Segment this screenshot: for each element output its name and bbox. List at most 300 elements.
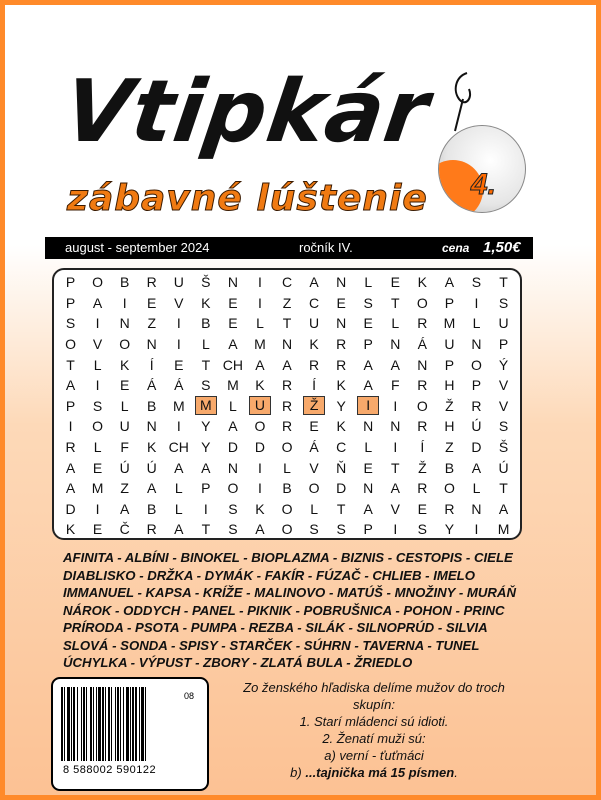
grid-cell[interactable] xyxy=(246,313,273,334)
grid-cell[interactable] xyxy=(436,499,463,520)
grid-letter: Á xyxy=(309,439,319,456)
grid-letter: A xyxy=(65,480,76,497)
barcode-bar xyxy=(141,687,144,761)
grid-cell[interactable] xyxy=(328,334,355,355)
grid-cell[interactable] xyxy=(274,437,301,458)
grid-cell[interactable] xyxy=(490,293,517,314)
grid-letter: V xyxy=(498,377,509,394)
grid-cell[interactable] xyxy=(301,478,328,499)
grid-cell[interactable] xyxy=(409,416,436,437)
grid-letter: L xyxy=(391,315,400,332)
grid-cell[interactable] xyxy=(328,396,355,417)
grid-letter: I xyxy=(357,396,379,415)
grid-cell[interactable] xyxy=(138,375,165,396)
grid-cell[interactable] xyxy=(84,437,111,458)
grid-cell[interactable] xyxy=(463,375,490,396)
grid-cell[interactable] xyxy=(409,293,436,314)
grid-cell[interactable] xyxy=(409,519,436,540)
grid-cell[interactable] xyxy=(490,396,517,417)
grid-cell[interactable] xyxy=(219,272,246,293)
grid-cell[interactable] xyxy=(274,375,301,396)
grid-cell[interactable] xyxy=(490,457,517,478)
grid-cell[interactable] xyxy=(301,437,328,458)
grid-cell[interactable] xyxy=(165,354,192,375)
grid-cell[interactable] xyxy=(192,499,219,520)
grid-cell[interactable] xyxy=(382,519,409,540)
grid-cell[interactable] xyxy=(57,334,84,355)
grid-letter: O xyxy=(65,336,76,353)
grid-letter: A xyxy=(228,418,238,435)
grid-cell[interactable] xyxy=(301,334,328,355)
grid-letter: U xyxy=(119,418,130,435)
grid-cell[interactable] xyxy=(463,293,490,314)
grid-cell[interactable] xyxy=(138,354,165,375)
grid-cell[interactable] xyxy=(192,437,219,458)
grid-cell[interactable] xyxy=(274,354,301,375)
grid-cell[interactable] xyxy=(463,499,490,520)
word-list-line: NÁROK - ODDYCH - PANEL - PIKNIK - POBRUŠNICA - POHON - PRINC xyxy=(63,602,505,618)
grid-cell[interactable] xyxy=(274,313,301,334)
grid-cell[interactable] xyxy=(328,519,355,540)
grid-cell[interactable] xyxy=(490,437,517,458)
grid-cell[interactable] xyxy=(301,457,328,478)
grid-letter: E xyxy=(336,294,346,311)
grid-cell[interactable] xyxy=(84,313,111,334)
grid-cell[interactable] xyxy=(219,293,246,314)
grid-cell[interactable] xyxy=(246,519,273,540)
grid-cell[interactable] xyxy=(382,396,409,417)
grid-cell[interactable] xyxy=(219,354,246,375)
grid-letter: L xyxy=(364,274,373,291)
grid-letter: S xyxy=(92,397,103,414)
grid-cell[interactable] xyxy=(138,478,165,499)
grid-letter: N xyxy=(417,356,428,373)
grid-cell[interactable] xyxy=(111,334,138,355)
grid-letter: C xyxy=(309,294,320,311)
grid-cell[interactable] xyxy=(57,313,84,334)
grid-cell[interactable] xyxy=(409,396,436,417)
grid-letter: O xyxy=(227,480,239,497)
grid-letter: Ž xyxy=(445,397,454,414)
grid-cell[interactable] xyxy=(436,313,463,334)
grid-cell[interactable] xyxy=(138,396,165,417)
grid-letter: L xyxy=(229,397,237,414)
grid-cell[interactable] xyxy=(328,416,355,437)
grid-letter: S xyxy=(498,294,509,311)
grid-cell[interactable] xyxy=(57,457,84,478)
grid-cell[interactable] xyxy=(328,313,355,334)
grid-cell[interactable] xyxy=(274,416,301,437)
grid-cell[interactable] xyxy=(192,375,219,396)
grid-cell[interactable] xyxy=(436,457,463,478)
grid-letter: N xyxy=(363,480,374,497)
grid-letter: T xyxy=(499,480,508,497)
grid-cell[interactable] xyxy=(192,272,219,293)
grid-cell[interactable] xyxy=(355,354,382,375)
barcode-bar xyxy=(93,687,94,761)
grid-cell[interactable] xyxy=(274,293,301,314)
grid-cell[interactable] xyxy=(274,499,301,520)
grid-cell[interactable] xyxy=(165,375,192,396)
grid-cell[interactable] xyxy=(436,437,463,458)
grid-cell[interactable] xyxy=(246,272,273,293)
grid-cell[interactable] xyxy=(409,334,436,355)
grid-cell[interactable] xyxy=(57,293,84,314)
grid-cell[interactable] xyxy=(301,519,328,540)
grid-letter: Š xyxy=(201,274,211,291)
grid-cell[interactable] xyxy=(84,354,111,375)
grid-cell[interactable] xyxy=(463,457,490,478)
grid-cell[interactable] xyxy=(301,416,328,437)
grid-cell[interactable] xyxy=(57,519,84,540)
grid-cell[interactable] xyxy=(355,478,382,499)
barcode-bar xyxy=(61,687,63,761)
grid-cell[interactable] xyxy=(328,272,355,293)
grid-cell[interactable] xyxy=(165,499,192,520)
grid-cell[interactable] xyxy=(490,499,517,520)
grid-cell[interactable] xyxy=(274,272,301,293)
grid-cell[interactable] xyxy=(246,375,273,396)
grid-cell[interactable] xyxy=(219,499,246,520)
grid-letter: K xyxy=(147,439,157,456)
grid-cell[interactable] xyxy=(463,478,490,499)
grid-letter: A xyxy=(255,521,265,538)
grid-cell[interactable] xyxy=(274,478,301,499)
grid-cell[interactable] xyxy=(436,375,463,396)
grid-cell[interactable] xyxy=(409,437,436,458)
grid-letter: F xyxy=(120,439,129,456)
grid-cell[interactable] xyxy=(192,416,219,437)
grid-cell[interactable] xyxy=(409,354,436,375)
grid-cell[interactable] xyxy=(84,457,111,478)
grid-cell[interactable] xyxy=(409,375,436,396)
grid-letter: Z xyxy=(445,439,454,456)
grid-cell[interactable] xyxy=(138,293,165,314)
grid-cell[interactable] xyxy=(436,478,463,499)
grid-cell[interactable] xyxy=(165,478,192,499)
grid-cell[interactable] xyxy=(490,272,517,293)
grid-cell[interactable] xyxy=(57,354,84,375)
grid-cell[interactable] xyxy=(355,313,382,334)
grid-cell[interactable] xyxy=(219,437,246,458)
grid-cell[interactable] xyxy=(436,519,463,540)
word-search-grid[interactable] xyxy=(52,268,522,540)
grid-cell[interactable] xyxy=(328,457,355,478)
grid-cell[interactable] xyxy=(355,334,382,355)
grid-cell[interactable] xyxy=(328,293,355,314)
grid-cell[interactable] xyxy=(246,437,273,458)
grid-cell[interactable] xyxy=(138,437,165,458)
grid-cell[interactable] xyxy=(490,519,517,540)
grid-cell[interactable] xyxy=(219,334,246,355)
grid-cell[interactable] xyxy=(165,396,192,417)
grid-letter: E xyxy=(363,315,373,332)
grid-cell[interactable] xyxy=(165,416,192,437)
grid-cell[interactable] xyxy=(490,313,517,334)
grid-cell[interactable] xyxy=(84,272,111,293)
grid-cell[interactable] xyxy=(84,334,111,355)
grid-cell[interactable] xyxy=(355,499,382,520)
grid-cell[interactable] xyxy=(192,354,219,375)
grid-cell[interactable] xyxy=(246,334,273,355)
grid-cell[interactable] xyxy=(246,478,273,499)
grid-cell[interactable] xyxy=(246,354,273,375)
grid-letter: N xyxy=(390,418,401,435)
grid-cell[interactable] xyxy=(111,293,138,314)
barcode-bar xyxy=(86,687,87,761)
grid-cell[interactable] xyxy=(382,437,409,458)
grid-letter: D xyxy=(336,480,347,497)
grid-cell[interactable] xyxy=(165,293,192,314)
grid-cell[interactable] xyxy=(57,478,84,499)
grid-cell[interactable] xyxy=(192,478,219,499)
grid-letter: Í xyxy=(420,439,425,456)
grid-cell[interactable] xyxy=(328,375,355,396)
grid-cell[interactable] xyxy=(219,478,246,499)
grid-letter: O xyxy=(281,521,293,538)
grid-cell[interactable] xyxy=(165,334,192,355)
grid-cell[interactable] xyxy=(355,519,382,540)
grid-cell[interactable] xyxy=(219,375,246,396)
grid-letter: Ý xyxy=(498,356,509,373)
grid-cell[interactable] xyxy=(301,293,328,314)
grid-cell[interactable] xyxy=(409,478,436,499)
grid-cell[interactable] xyxy=(219,457,246,478)
grid-letter: F xyxy=(391,377,400,394)
grid-cell[interactable] xyxy=(111,396,138,417)
grid-letter: M xyxy=(254,336,266,353)
riddle-line: 1. Starí mládenci sú idioti. xyxy=(299,714,449,729)
grid-cell[interactable] xyxy=(328,478,355,499)
grid-cell[interactable] xyxy=(84,499,111,520)
grid-cell[interactable] xyxy=(328,354,355,375)
grid-cell[interactable] xyxy=(382,416,409,437)
grid-letter: B xyxy=(444,459,455,476)
grid-cell[interactable] xyxy=(111,416,138,437)
grid-letter: P xyxy=(363,336,373,353)
grid-letter: T xyxy=(201,521,211,538)
grid-cell[interactable] xyxy=(165,457,192,478)
grid-cell[interactable] xyxy=(463,334,490,355)
grid-cell[interactable] xyxy=(192,293,219,314)
grid-cell[interactable] xyxy=(301,375,328,396)
grid-cell[interactable] xyxy=(138,313,165,334)
grid-cell[interactable] xyxy=(463,416,490,437)
grid-cell[interactable] xyxy=(355,272,382,293)
grid-cell[interactable] xyxy=(246,416,273,437)
grid-cell[interactable] xyxy=(436,334,463,355)
grid-cell[interactable] xyxy=(382,354,409,375)
grid-letter: Á xyxy=(417,336,428,353)
grid-cell[interactable] xyxy=(382,478,409,499)
grid-cell[interactable] xyxy=(328,437,355,458)
word-list-line: IMMANUEL - KAPSA - KRÍŽE - MALINOVO - MATÚŠ - MNOŽINY - MURÁŇ xyxy=(63,585,516,600)
grid-cell[interactable] xyxy=(138,457,165,478)
grid-cell[interactable] xyxy=(274,519,301,540)
barcode-bar xyxy=(130,687,131,761)
riddle-line: b) ...tajnička má 15 písmen. xyxy=(290,765,458,780)
grid-cell[interactable] xyxy=(57,499,84,520)
grid-letter: Š xyxy=(498,439,509,456)
grid-letter: P xyxy=(444,294,455,311)
grid-row xyxy=(57,396,517,417)
grid-cell[interactable] xyxy=(138,519,165,540)
grid-cell[interactable] xyxy=(328,499,355,520)
grid-letter: Y xyxy=(444,521,455,538)
grid-letter: E xyxy=(119,377,130,394)
grid-cell[interactable] xyxy=(355,396,382,417)
grid-letter: P xyxy=(65,274,76,291)
grid-cell[interactable] xyxy=(57,396,84,417)
grid-row xyxy=(57,457,517,478)
grid-cell[interactable] xyxy=(165,519,192,540)
grid-cell[interactable] xyxy=(192,313,219,334)
grid-letter: T xyxy=(336,500,346,517)
grid-cell[interactable] xyxy=(165,313,192,334)
grid-cell[interactable] xyxy=(382,499,409,520)
grid-letter: Í xyxy=(312,377,317,394)
grid-cell[interactable] xyxy=(490,354,517,375)
grid-cell[interactable] xyxy=(382,313,409,334)
grid-cell[interactable] xyxy=(382,375,409,396)
grid-letter: S xyxy=(65,315,76,332)
grid-cell[interactable] xyxy=(490,375,517,396)
grid-letter: T xyxy=(66,356,75,373)
grid-letter: K xyxy=(119,356,130,373)
grid-cell[interactable] xyxy=(138,499,165,520)
grid-cell[interactable] xyxy=(301,313,328,334)
grid-cell[interactable] xyxy=(138,272,165,293)
grid-letter: O xyxy=(92,418,104,435)
grid-cell[interactable] xyxy=(301,272,328,293)
grid-cell[interactable] xyxy=(274,396,301,417)
grid-cell[interactable] xyxy=(192,396,219,417)
grid-cell[interactable] xyxy=(84,519,111,540)
grid-row xyxy=(57,354,517,375)
grid-letter: T xyxy=(391,459,400,476)
grid-cell[interactable] xyxy=(382,457,409,478)
grid-cell[interactable] xyxy=(246,396,273,417)
grid-cell[interactable] xyxy=(138,416,165,437)
grid-cell[interactable] xyxy=(219,519,246,540)
grid-cell[interactable] xyxy=(57,272,84,293)
grid-cell[interactable] xyxy=(165,437,192,458)
grid-cell[interactable] xyxy=(355,437,382,458)
grid-letter: R xyxy=(417,377,428,394)
grid-cell[interactable] xyxy=(355,457,382,478)
grid-cell[interactable] xyxy=(84,293,111,314)
grid-cell[interactable] xyxy=(490,334,517,355)
grid-cell[interactable] xyxy=(111,499,138,520)
barcode-bar xyxy=(105,687,106,761)
grid-cell[interactable] xyxy=(301,499,328,520)
grid-cell[interactable] xyxy=(111,313,138,334)
grid-cell[interactable] xyxy=(463,437,490,458)
grid-cell[interactable] xyxy=(219,313,246,334)
grid-cell[interactable] xyxy=(382,334,409,355)
grid-cell[interactable] xyxy=(246,499,273,520)
grid-cell[interactable] xyxy=(463,354,490,375)
grid-cell[interactable] xyxy=(111,478,138,499)
grid-cell[interactable] xyxy=(301,396,328,417)
grid-cell[interactable] xyxy=(246,293,273,314)
grid-cell[interactable] xyxy=(57,437,84,458)
grid-letter: E xyxy=(147,294,157,311)
grid-cell[interactable] xyxy=(57,375,84,396)
grid-cell[interactable] xyxy=(219,416,246,437)
grid-cell[interactable] xyxy=(409,499,436,520)
riddle-text xyxy=(219,679,529,781)
grid-cell[interactable] xyxy=(382,272,409,293)
grid-cell[interactable] xyxy=(463,272,490,293)
grid-letter: L xyxy=(174,480,183,497)
grid-cell[interactable] xyxy=(463,519,490,540)
grid-cell[interactable] xyxy=(436,396,463,417)
word-list-line: ÚCHYLKA - VÝPUST - ZBORY - ZLATÁ BULA - ŽRIEDLO xyxy=(63,655,413,670)
grid-cell[interactable] xyxy=(355,416,382,437)
grid-cell[interactable] xyxy=(192,519,219,540)
grid-cell[interactable] xyxy=(436,354,463,375)
grid-letter: I xyxy=(474,294,479,311)
grid-letter: E xyxy=(92,521,103,538)
grid-cell[interactable] xyxy=(301,354,328,375)
grid-cell[interactable] xyxy=(192,334,219,355)
grid-cell[interactable] xyxy=(165,272,192,293)
grid-cell[interactable] xyxy=(111,519,138,540)
grid-cell[interactable] xyxy=(84,416,111,437)
grid-cell[interactable] xyxy=(409,272,436,293)
grid-cell[interactable] xyxy=(84,396,111,417)
grid-cell[interactable] xyxy=(436,416,463,437)
grid-letter: R xyxy=(309,356,320,373)
grid-cell[interactable] xyxy=(111,354,138,375)
grid-cell[interactable] xyxy=(463,396,490,417)
grid-cell[interactable] xyxy=(490,478,517,499)
grid-cell[interactable] xyxy=(463,313,490,334)
grid-cell[interactable] xyxy=(57,416,84,437)
grid-cell[interactable] xyxy=(111,437,138,458)
grid-cell[interactable] xyxy=(355,375,382,396)
grid-cell[interactable] xyxy=(382,293,409,314)
grid-cell[interactable] xyxy=(355,293,382,314)
grid-cell[interactable] xyxy=(490,416,517,437)
grid-cell[interactable] xyxy=(111,457,138,478)
grid-letter: A xyxy=(390,480,400,497)
grid-cell[interactable] xyxy=(274,457,301,478)
grid-cell[interactable] xyxy=(436,293,463,314)
grid-letter: Ú xyxy=(498,459,509,476)
grid-cell[interactable] xyxy=(192,457,219,478)
grid-cell[interactable] xyxy=(111,272,138,293)
grid-cell[interactable] xyxy=(84,375,111,396)
grid-cell[interactable] xyxy=(84,478,111,499)
grid-cell[interactable] xyxy=(246,457,273,478)
grid-cell[interactable] xyxy=(409,313,436,334)
grid-cell[interactable] xyxy=(111,375,138,396)
grid-letter: S xyxy=(336,521,346,538)
grid-row xyxy=(57,478,517,499)
grid-cell[interactable] xyxy=(274,334,301,355)
grid-cell[interactable] xyxy=(219,396,246,417)
grid-letter: A xyxy=(92,294,103,311)
grid-letter: CH xyxy=(168,439,189,456)
grid-letter: B xyxy=(201,315,211,332)
grid-cell[interactable] xyxy=(138,334,165,355)
grid-cell[interactable] xyxy=(436,272,463,293)
grid-cell[interactable] xyxy=(409,457,436,478)
barcode-bar xyxy=(90,687,92,761)
grid-row xyxy=(57,416,517,437)
